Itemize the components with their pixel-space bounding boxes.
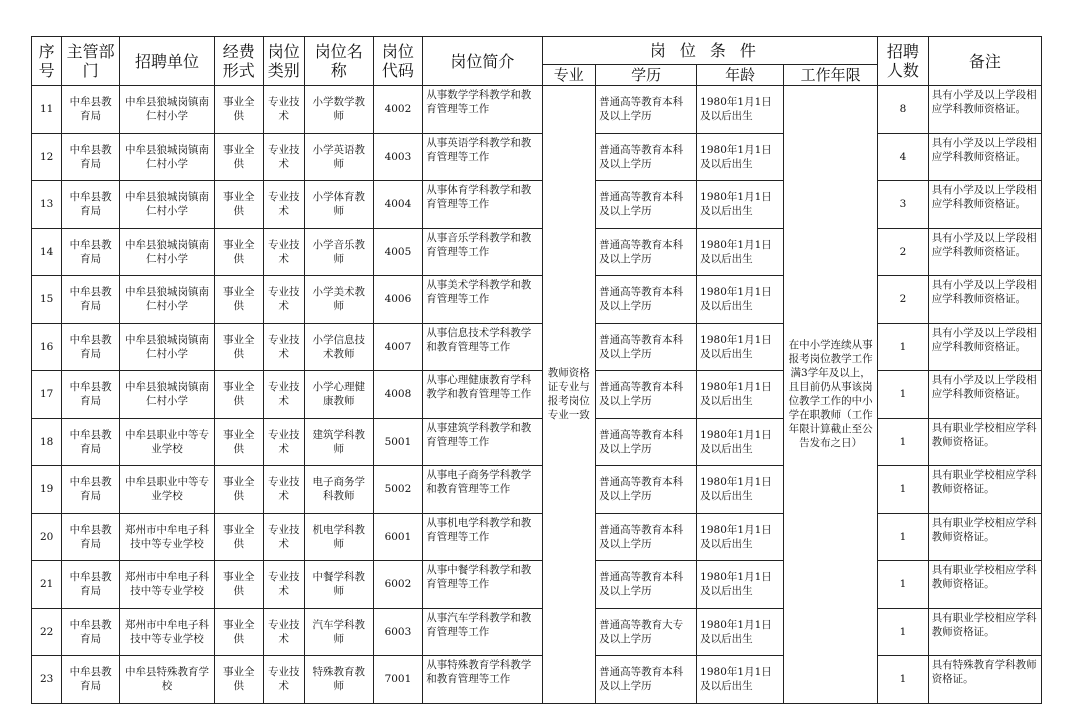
education-cell: 普通高等教育本科及以上学历: [596, 133, 697, 181]
header-remarks: 备注: [928, 37, 1041, 86]
remark-cell: 具有职业学校相应学科教师资格证。: [928, 466, 1041, 514]
category-cell: 专业技术: [263, 323, 304, 371]
count-cell: 1: [878, 608, 929, 656]
age-cell: 1980年1月1日及以后出生: [697, 561, 784, 609]
funding-cell: 事业全供: [214, 276, 263, 324]
unit-cell: 郑州市中牟电子科技中等专业学校: [119, 513, 214, 561]
count-cell: 1: [878, 371, 929, 419]
dept-cell: 中牟县教育局: [62, 608, 120, 656]
count-cell: 1: [878, 323, 929, 371]
table-row: [32, 228, 1042, 276]
unit-cell: 中牟县职业中等专业学校: [119, 466, 214, 514]
header-work-years: 工作年限: [784, 65, 878, 86]
dept-cell: 中牟县教育局: [62, 466, 120, 514]
funding-cell: 事业全供: [214, 418, 263, 466]
funding-cell: 事业全供: [214, 656, 263, 704]
table-row: [32, 276, 1042, 324]
dept-cell: 中牟县教育局: [62, 276, 120, 324]
intro-cell: 从事信息技术学科教学和教育管理等工作: [423, 323, 542, 371]
category-cell: 专业技术: [263, 371, 304, 419]
age-cell: 1980年1月1日及以后出生: [697, 133, 784, 181]
funding-cell: 事业全供: [214, 513, 263, 561]
education-cell: 普通高等教育本科及以上学历: [596, 323, 697, 371]
unit-cell: 中牟县狼城岗镇南仁村小学: [119, 133, 214, 181]
post-name-cell: 机电学科教师: [304, 513, 373, 561]
unit-cell: 中牟县职业中等专业学校: [119, 418, 214, 466]
table-body: [32, 86, 1042, 704]
age-cell: 1980年1月1日及以后出生: [697, 608, 784, 656]
header-post-name: 岗位名称: [304, 37, 373, 86]
post-code-cell: 6001: [373, 513, 423, 561]
post-name-cell: 建筑学科教师: [304, 418, 373, 466]
category-cell: 专业技术: [263, 608, 304, 656]
table-row: [32, 418, 1042, 466]
table-row: [32, 181, 1042, 229]
post-code-cell: 6002: [373, 561, 423, 609]
count-cell: 1: [878, 513, 929, 561]
age-cell: 1980年1月1日及以后出生: [697, 466, 784, 514]
seq-cell: 23: [32, 656, 62, 704]
unit-cell: 中牟县狼城岗镇南仁村小学: [119, 181, 214, 229]
intro-cell: 从事建筑学科教学和教育管理等工作: [423, 418, 542, 466]
intro-cell: 从事心理健康教育学科教学和教育管理等工作: [423, 371, 542, 419]
intro-cell: 从事中餐学科教学和教育管理等工作: [423, 561, 542, 609]
table-row: [32, 561, 1042, 609]
remark-cell: 具有职业学校相应学科教师资格证。: [928, 418, 1041, 466]
seq-cell: 13: [32, 181, 62, 229]
intro-cell: 从事汽车学科教学和教育管理等工作: [423, 608, 542, 656]
dept-cell: 中牟县教育局: [62, 181, 120, 229]
count-cell: 4: [878, 133, 929, 181]
header-seq: 序号: [32, 37, 62, 86]
remark-cell: 具有小学及以上学段相应学科教师资格证。: [928, 371, 1041, 419]
post-code-cell: 4004: [373, 181, 423, 229]
intro-cell: 从事电子商务学科教学和教育管理等工作: [423, 466, 542, 514]
age-cell: 1980年1月1日及以后出生: [697, 276, 784, 324]
education-cell: 普通高等教育本科及以上学历: [596, 371, 697, 419]
funding-cell: 事业全供: [214, 133, 263, 181]
post-code-cell: 4008: [373, 371, 423, 419]
category-cell: 专业技术: [263, 418, 304, 466]
table-row: [32, 466, 1042, 514]
seq-cell: 16: [32, 323, 62, 371]
category-cell: 专业技术: [263, 513, 304, 561]
category-cell: 专业技术: [263, 228, 304, 276]
seq-cell: 14: [32, 228, 62, 276]
post-name-cell: 中餐学科教师: [304, 561, 373, 609]
post-code-cell: 4006: [373, 276, 423, 324]
table-row: [32, 371, 1042, 419]
header-count: 招聘人数: [878, 37, 929, 86]
count-cell: 8: [878, 86, 929, 134]
dept-cell: 中牟县教育局: [62, 418, 120, 466]
category-cell: 专业技术: [263, 181, 304, 229]
age-cell: 1980年1月1日及以后出生: [697, 323, 784, 371]
age-cell: 1980年1月1日及以后出生: [697, 656, 784, 704]
seq-cell: 18: [32, 418, 62, 466]
count-cell: 1: [878, 466, 929, 514]
header-education: 学历: [596, 65, 697, 86]
work-years-requirement-cell: 在中小学连续从事报考岗位教学工作满3学年及以上，且目前仍从事该岗位教学工作的中小学在职教师（工作年限计算截止至公告发布之日）: [784, 86, 878, 704]
post-code-cell: 4005: [373, 228, 423, 276]
age-cell: 1980年1月1日及以后出生: [697, 228, 784, 276]
funding-cell: 事业全供: [214, 608, 263, 656]
post-name-cell: 小学英语教师: [304, 133, 373, 181]
table-row: [32, 656, 1042, 704]
post-name-cell: 小学信息技术教师: [304, 323, 373, 371]
post-code-cell: 6003: [373, 608, 423, 656]
post-code-cell: 7001: [373, 656, 423, 704]
header-funding: 经费形式: [214, 37, 263, 86]
count-cell: 2: [878, 276, 929, 324]
seq-cell: 22: [32, 608, 62, 656]
category-cell: 专业技术: [263, 86, 304, 134]
post-name-cell: 小学美术教师: [304, 276, 373, 324]
intro-cell: 从事机电学科教学和教育管理等工作: [423, 513, 542, 561]
funding-cell: 事业全供: [214, 181, 263, 229]
intro-cell: 从事美术学科教学和教育管理等工作: [423, 276, 542, 324]
post-name-cell: 电子商务学科教师: [304, 466, 373, 514]
table-header: [32, 37, 1042, 86]
dept-cell: 中牟县教育局: [62, 133, 120, 181]
count-cell: 1: [878, 656, 929, 704]
remark-cell: 具有小学及以上学段相应学科教师资格证。: [928, 181, 1041, 229]
intro-cell: 从事音乐学科教学和教育管理等工作: [423, 228, 542, 276]
funding-cell: 事业全供: [214, 561, 263, 609]
education-cell: 普通高等教育本科及以上学历: [596, 181, 697, 229]
intro-cell: 从事体育学科教学和教育管理等工作: [423, 181, 542, 229]
table-row: [32, 608, 1042, 656]
remark-cell: 具有职业学校相应学科教师资格证。: [928, 561, 1041, 609]
seq-cell: 11: [32, 86, 62, 134]
table-row: [32, 133, 1042, 181]
age-cell: 1980年1月1日及以后出生: [697, 513, 784, 561]
category-cell: 专业技术: [263, 133, 304, 181]
funding-cell: 事业全供: [214, 228, 263, 276]
count-cell: 2: [878, 228, 929, 276]
education-cell: 普通高等教育本科及以上学历: [596, 86, 697, 134]
education-cell: 普通高等教育本科及以上学历: [596, 656, 697, 704]
dept-cell: 中牟县教育局: [62, 513, 120, 561]
age-cell: 1980年1月1日及以后出生: [697, 418, 784, 466]
education-cell: 普通高等教育本科及以上学历: [596, 466, 697, 514]
seq-cell: 19: [32, 466, 62, 514]
dept-cell: 中牟县教育局: [62, 86, 120, 134]
header-category: 岗位类别: [263, 37, 304, 86]
unit-cell: 中牟县狼城岗镇南仁村小学: [119, 371, 214, 419]
dept-cell: 中牟县教育局: [62, 228, 120, 276]
remark-cell: 具有小学及以上学段相应学科教师资格证。: [928, 86, 1041, 134]
post-code-cell: 5002: [373, 466, 423, 514]
dept-cell: 中牟县教育局: [62, 323, 120, 371]
unit-cell: 中牟县特殊教育学校: [119, 656, 214, 704]
header-conditions: 岗位条件: [542, 37, 878, 65]
education-cell: 普通高等教育本科及以上学历: [596, 276, 697, 324]
remark-cell: 具有小学及以上学段相应学科教师资格证。: [928, 133, 1041, 181]
header-dept: 主管部门: [62, 37, 120, 86]
remark-cell: 具有职业学校相应学科教师资格证。: [928, 608, 1041, 656]
post-name-cell: 小学心理健康教师: [304, 371, 373, 419]
remark-cell: 具有小学及以上学段相应学科教师资格证。: [928, 228, 1041, 276]
post-name-cell: 小学数学教师: [304, 86, 373, 134]
funding-cell: 事业全供: [214, 466, 263, 514]
funding-cell: 事业全供: [214, 86, 263, 134]
dept-cell: 中牟县教育局: [62, 656, 120, 704]
age-cell: 1980年1月1日及以后出生: [697, 86, 784, 134]
header-age: 年龄: [697, 65, 784, 86]
recruitment-table: [31, 36, 1042, 704]
education-cell: 普通高等教育本科及以上学历: [596, 513, 697, 561]
count-cell: 1: [878, 418, 929, 466]
remark-cell: 具有职业学校相应学科教师资格证。: [928, 513, 1041, 561]
remark-cell: 具有小学及以上学段相应学科教师资格证。: [928, 276, 1041, 324]
education-cell: 普通高等教育本科及以上学历: [596, 228, 697, 276]
count-cell: 3: [878, 181, 929, 229]
remark-cell: 具有小学及以上学段相应学科教师资格证。: [928, 323, 1041, 371]
post-name-cell: 小学体育教师: [304, 181, 373, 229]
header-post-code: 岗位代码: [373, 37, 423, 86]
table-row: [32, 323, 1042, 371]
table-row: [32, 86, 1042, 134]
category-cell: 专业技术: [263, 276, 304, 324]
intro-cell: 从事英语学科教学和教育管理等工作: [423, 133, 542, 181]
seq-cell: 12: [32, 133, 62, 181]
major-requirement-cell: 教师资格证专业与报考岗位专业一致: [542, 86, 596, 704]
header-unit: 招聘单位: [119, 37, 214, 86]
education-cell: 普通高等教育本科及以上学历: [596, 561, 697, 609]
seq-cell: 15: [32, 276, 62, 324]
category-cell: 专业技术: [263, 561, 304, 609]
header-intro: 岗位简介: [423, 37, 542, 86]
post-name-cell: 汽车学科教师: [304, 608, 373, 656]
unit-cell: 郑州市中牟电子科技中等专业学校: [119, 608, 214, 656]
age-cell: 1980年1月1日及以后出生: [697, 371, 784, 419]
post-name-cell: 特殊教育教师: [304, 656, 373, 704]
funding-cell: 事业全供: [214, 323, 263, 371]
unit-cell: 中牟县狼城岗镇南仁村小学: [119, 276, 214, 324]
unit-cell: 中牟县狼城岗镇南仁村小学: [119, 323, 214, 371]
education-cell: 普通高等教育大专及以上学历: [596, 608, 697, 656]
post-code-cell: 4002: [373, 86, 423, 134]
funding-cell: 事业全供: [214, 371, 263, 419]
table-row: [32, 513, 1042, 561]
count-cell: 1: [878, 561, 929, 609]
post-code-cell: 5001: [373, 418, 423, 466]
post-name-cell: 小学音乐教师: [304, 228, 373, 276]
dept-cell: 中牟县教育局: [62, 371, 120, 419]
age-cell: 1980年1月1日及以后出生: [697, 181, 784, 229]
category-cell: 专业技术: [263, 466, 304, 514]
category-cell: 专业技术: [263, 656, 304, 704]
unit-cell: 郑州市中牟电子科技中等专业学校: [119, 561, 214, 609]
unit-cell: 中牟县狼城岗镇南仁村小学: [119, 228, 214, 276]
post-code-cell: 4003: [373, 133, 423, 181]
dept-cell: 中牟县教育局: [62, 561, 120, 609]
education-cell: 普通高等教育本科及以上学历: [596, 418, 697, 466]
remark-cell: 具有特殊教育学科教师资格证。: [928, 656, 1041, 704]
seq-cell: 17: [32, 371, 62, 419]
intro-cell: 从事数学学科教学和教育管理等工作: [423, 86, 542, 134]
seq-cell: 21: [32, 561, 62, 609]
post-code-cell: 4007: [373, 323, 423, 371]
intro-cell: 从事特殊教育学科教学和教育管理等工作: [423, 656, 542, 704]
seq-cell: 20: [32, 513, 62, 561]
unit-cell: 中牟县狼城岗镇南仁村小学: [119, 86, 214, 134]
header-major: 专业: [542, 65, 596, 86]
